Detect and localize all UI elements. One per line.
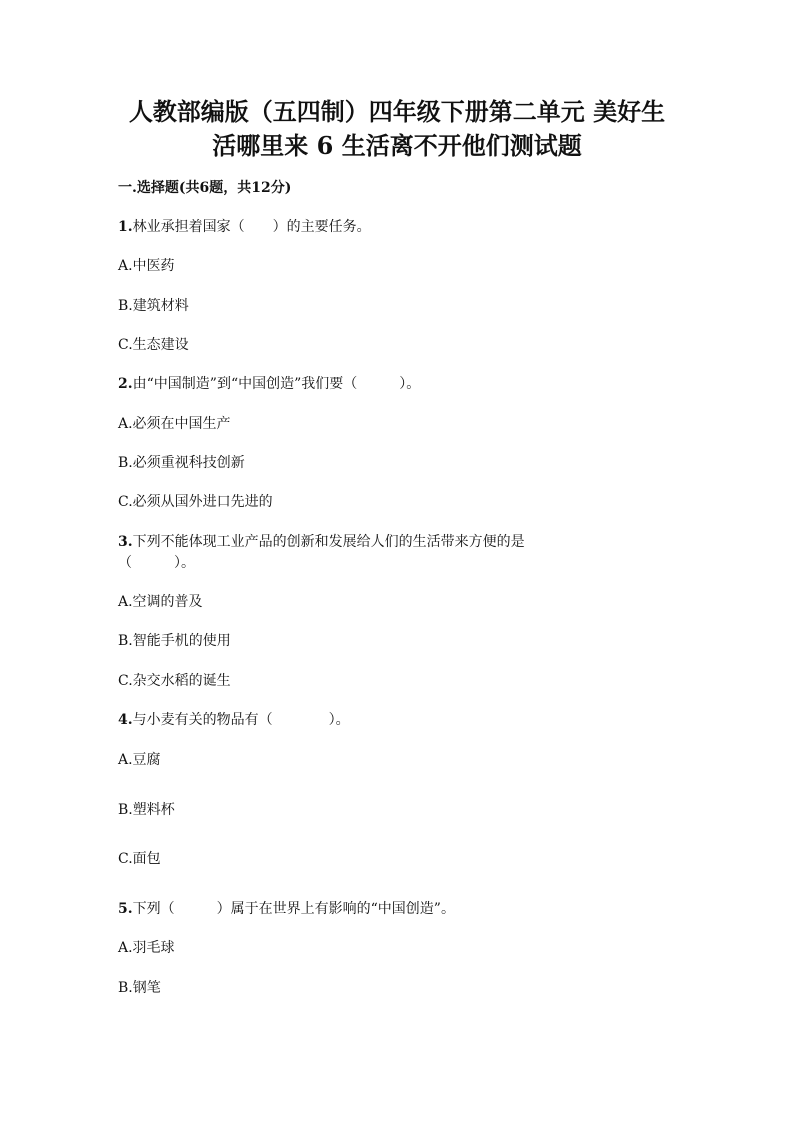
question-1-option-c: C.生态建设	[118, 337, 189, 353]
question-2-option-c: C.必须从国外进口先进的	[118, 494, 273, 510]
question-text: 与小麦有关的物品有（ ）。	[132, 712, 350, 728]
question-2-option-a: A.必须在中国生产	[118, 416, 231, 432]
question-1-option-b: B.建筑材料	[118, 298, 189, 314]
question-5	[118, 899, 455, 919]
page-title-line-2: 活哪里来 6 生活离不开他们测试题	[212, 131, 582, 160]
question-text: 下列（ ）属于在世界上有影响的“中国创造”。	[132, 901, 455, 917]
question-5-option-a: A.羽毛球	[118, 940, 175, 956]
question-4	[118, 710, 350, 730]
section-heading: 一.选择题(共6题，共12分)	[118, 180, 292, 196]
question-text: 由“中国制造”到“中国创造”我们要（ ）。	[132, 376, 421, 392]
question-4-option-b: B.塑料杯	[118, 802, 175, 818]
question-number: 3.	[118, 534, 133, 550]
question-2	[118, 374, 420, 394]
question-3-continuation: （ ）。	[118, 555, 195, 571]
question-3-option-b: B.智能手机的使用	[118, 633, 231, 649]
question-1-option-a: A.中医药	[118, 258, 175, 274]
question-3-option-c: C.杂交水稻的诞生	[118, 673, 231, 689]
page-title-line-1: 人教部编版（五四制）四年级下册第二单元 美好生	[128, 97, 666, 126]
question-3	[118, 532, 525, 552]
question-5-option-b: B.钢笔	[118, 980, 161, 996]
question-4-option-c: C.面包	[118, 851, 161, 867]
question-number: 2.	[118, 376, 133, 392]
question-1	[118, 217, 371, 237]
question-4-option-a: A.豆腐	[118, 752, 161, 768]
question-text: 林业承担着国家（ ）的主要任务。	[132, 219, 371, 235]
question-number: 1.	[118, 219, 133, 235]
question-3-option-a: A.空调的普及	[118, 594, 203, 610]
question-2-option-b: B.必须重视科技创新	[118, 455, 245, 471]
question-number: 4.	[118, 712, 133, 728]
question-text: 下列不能体现工业产品的创新和发展给人们的生活带来方便的是	[132, 534, 525, 550]
question-number: 5.	[118, 901, 133, 917]
